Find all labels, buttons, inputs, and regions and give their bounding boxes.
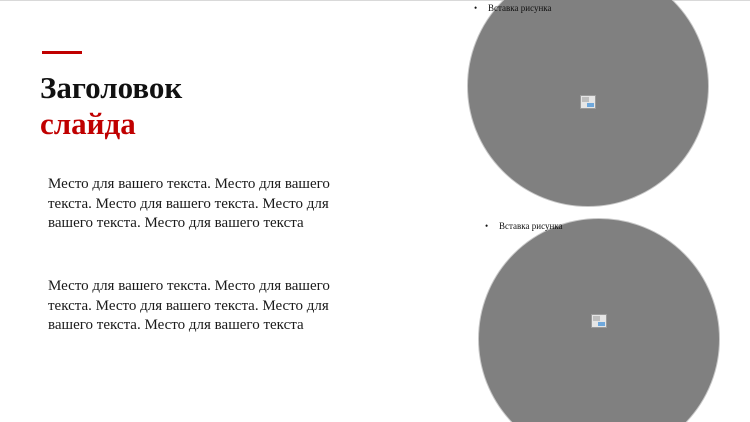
insert-picture-icon[interactable] [591,314,607,328]
picture-placeholder-label-text: Вставка рисунка [488,3,552,13]
slide-title[interactable] [40,70,182,142]
insert-picture-icon[interactable] [580,95,596,109]
body-text-1[interactable]: Место для вашего текста. Место для вашего текста. Место для вашего текста. Место для вашего текста. Место для вашего текста [48,176,330,231]
slide-title-line-2: слайда [40,106,136,141]
bullet-icon: • [474,3,478,13]
body-text-2[interactable]: Место для вашего текста. Место для вашего текста. Место для вашего текста. Место для вашего текста. Место для вашего текста [48,278,330,333]
picture-placeholder-label-1 [474,3,552,14]
slide-title-line-1: Заголовок [40,70,183,105]
picture-placeholder-label-text: Вставка рисунка [499,221,563,231]
title-accent-bar [42,51,82,54]
bullet-icon: • [485,221,489,231]
picture-placeholder-label-2 [485,221,563,232]
